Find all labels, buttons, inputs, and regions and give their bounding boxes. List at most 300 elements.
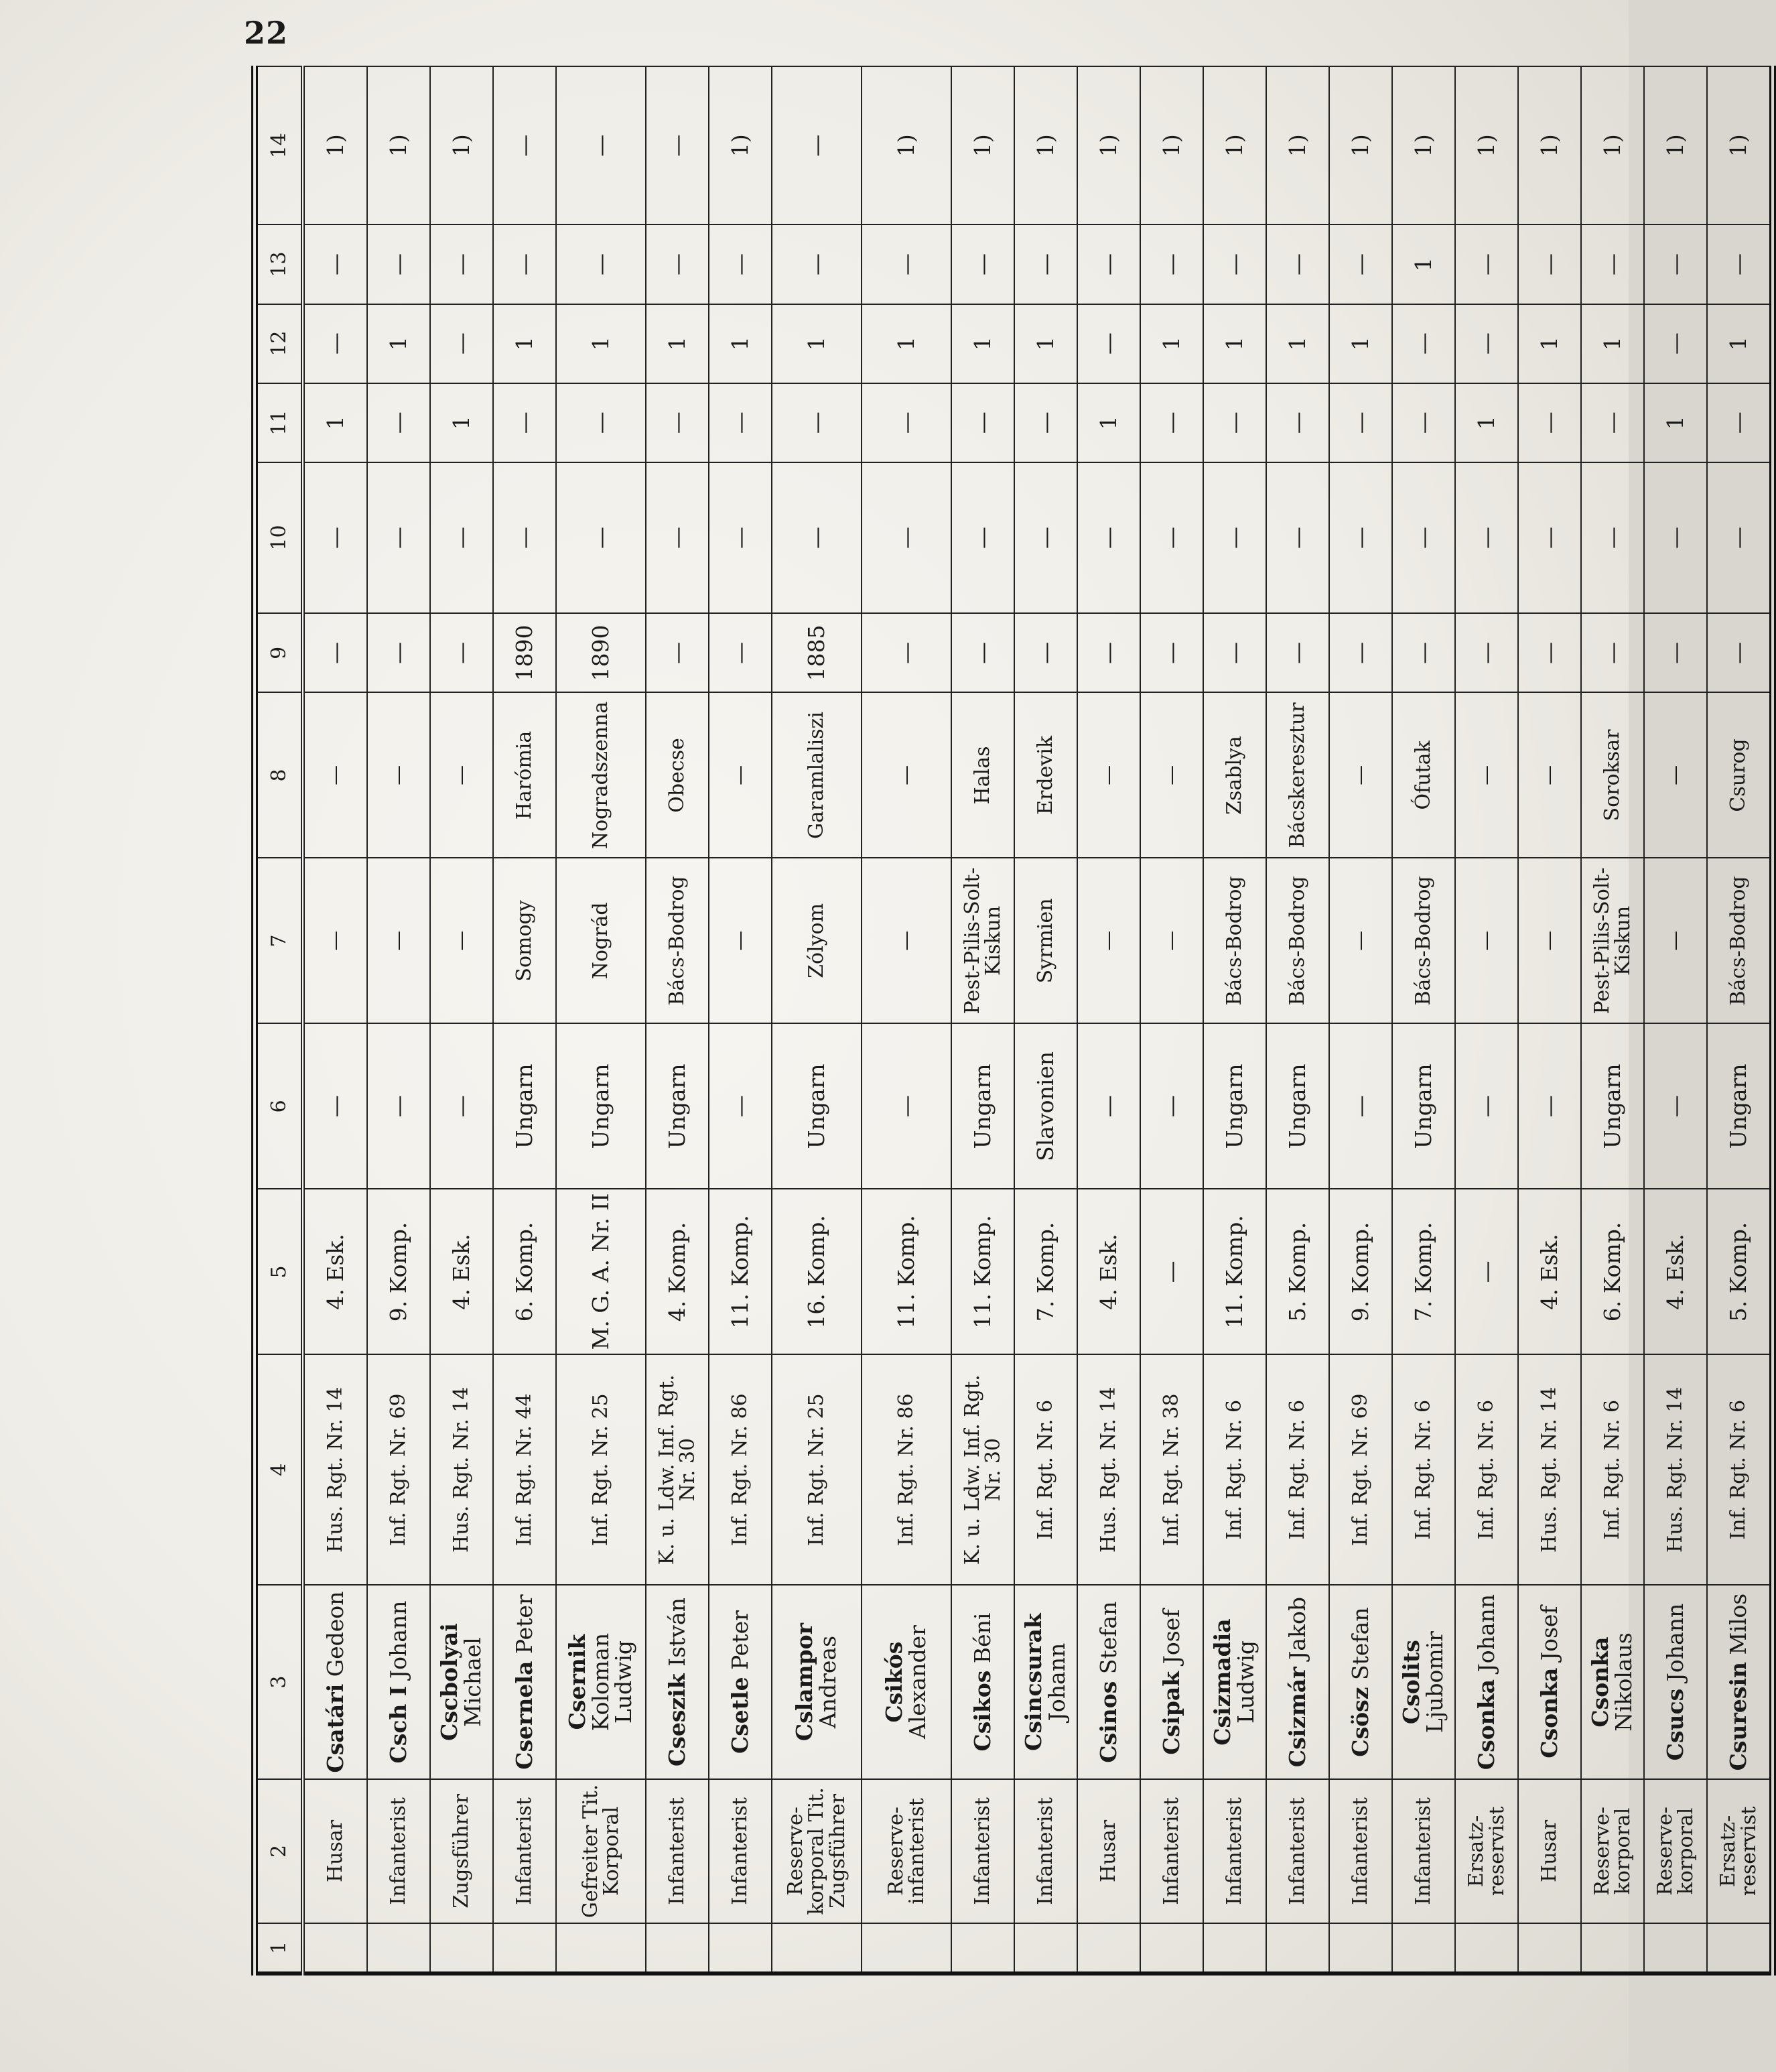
surname: Csch I (385, 1685, 411, 1764)
place-cell: — (1518, 692, 1581, 858)
county-cell: Syrmien (1014, 858, 1077, 1023)
given-name: Nikolaus (1611, 1632, 1637, 1732)
county-cell: Zólyom (772, 858, 862, 1023)
unit-cell: Hus. Rgt. Nr. 14 (1644, 1354, 1707, 1585)
table-row (1392, 66, 1455, 1973)
county-cell: — (1644, 858, 1707, 1023)
place-cell: — (303, 692, 367, 858)
rank-cell: Husar (1518, 1779, 1581, 1923)
place-cell: — (709, 692, 772, 858)
col-12-cell: 1 (493, 304, 556, 383)
col-11-cell: — (862, 383, 951, 462)
subunit-cell: 6. Komp. (493, 1189, 556, 1354)
county-cell: Bács-Bodrog (1392, 858, 1455, 1023)
table-body (303, 66, 1773, 1973)
col-12-cell: 1 (1140, 304, 1203, 383)
column-header-8: 8 (255, 692, 303, 858)
table-row (367, 66, 430, 1973)
cell-col-1 (1014, 1923, 1077, 1973)
land-cell: — (430, 1023, 493, 1189)
land-cell: — (1518, 1023, 1581, 1189)
col-13-cell: — (646, 224, 709, 304)
land-cell: — (1140, 1023, 1203, 1189)
col-13-cell: — (951, 224, 1014, 304)
year-cell: — (430, 613, 493, 692)
given-name: Josef (1158, 1609, 1184, 1665)
rank-cell: Infanterist (1014, 1779, 1077, 1923)
cell-col-1 (951, 1923, 1014, 1973)
col-13-cell: — (1014, 224, 1077, 304)
surname: Csonka (1473, 1679, 1499, 1770)
col-13-cell: — (1266, 224, 1329, 304)
subunit-cell: 11. Komp. (1203, 1189, 1266, 1354)
casualty-table (251, 66, 1776, 1976)
col-10-cell: — (862, 462, 951, 614)
name-cell (367, 1585, 430, 1779)
col-14-cell: — (493, 66, 556, 224)
col-13-cell: — (556, 224, 646, 304)
col-14-cell: 1) (1329, 66, 1392, 224)
col-11-cell: — (709, 383, 772, 462)
given-name: Koloman Ludwig (587, 1632, 637, 1732)
table-row (1518, 66, 1581, 1973)
cell-col-1 (1707, 1923, 1773, 1973)
year-cell: — (367, 613, 430, 692)
surname: Csernela (510, 1661, 537, 1770)
col-14-cell: 1) (1707, 66, 1773, 224)
land-cell: Ungarn (646, 1023, 709, 1189)
col-14-cell: 1) (1581, 66, 1644, 224)
surname: Csetle (726, 1677, 753, 1754)
land-cell: Ungarn (1707, 1023, 1773, 1189)
given-name: Ljubomir (1422, 1631, 1448, 1734)
rank-cell: Infanterist (646, 1779, 709, 1923)
cell-col-1 (1077, 1923, 1140, 1973)
cell-col-1 (430, 1923, 493, 1973)
unit-cell: Hus. Rgt. Nr. 14 (303, 1354, 367, 1585)
rank-cell: Husar (1077, 1779, 1140, 1923)
col-13-cell: — (772, 224, 862, 304)
place-cell: Harómia (493, 692, 556, 858)
col-10-cell: — (1581, 462, 1644, 614)
land-cell: — (1644, 1023, 1707, 1189)
col-13-cell: — (1581, 224, 1644, 304)
given-name: Michael (460, 1637, 486, 1727)
col-14-cell: — (556, 66, 646, 224)
land-cell: — (303, 1023, 367, 1189)
given-name: Peter (510, 1594, 537, 1655)
col-10-cell: — (646, 462, 709, 614)
cell-col-1 (1581, 1923, 1644, 1973)
column-header-12: 12 (255, 304, 303, 383)
col-12-cell: — (1392, 304, 1455, 383)
col-10-cell: — (1140, 462, 1203, 614)
name-cell (862, 1585, 951, 1779)
col-10-cell: — (493, 462, 556, 614)
place-cell: — (1644, 692, 1707, 858)
col-13-cell: — (430, 224, 493, 304)
unit-cell: Inf. Rgt. Nr. 38 (1140, 1354, 1203, 1585)
col-11-cell: — (493, 383, 556, 462)
col-11-cell: — (646, 383, 709, 462)
col-14-cell: 1) (367, 66, 430, 224)
col-11-cell: — (556, 383, 646, 462)
table-row (1455, 66, 1518, 1973)
surname: Csonka (1587, 1636, 1614, 1728)
surname: Cslampor (791, 1622, 818, 1742)
subunit-cell: 4. Esk. (303, 1189, 367, 1354)
subunit-cell: 11. Komp. (709, 1189, 772, 1354)
unit-cell: K. u. Ldw. Inf. Rgt. Nr. 30 (646, 1354, 709, 1585)
surname: Cseszik (663, 1673, 690, 1766)
col-14-cell: 1) (1644, 66, 1707, 224)
col-11-cell: — (367, 383, 430, 462)
col-13-cell: — (1707, 224, 1773, 304)
subunit-cell: 11. Komp. (951, 1189, 1014, 1354)
name-cell (1518, 1585, 1581, 1779)
rotated-table-wrapper (251, 66, 1761, 1976)
col-14-cell: 1) (1203, 66, 1266, 224)
col-10-cell: — (367, 462, 430, 614)
surname: Csatári (322, 1683, 348, 1773)
year-cell: — (951, 613, 1014, 692)
col-13-cell: — (493, 224, 556, 304)
col-10-cell: — (1707, 462, 1773, 614)
given-name: Josef (1535, 1606, 1562, 1661)
col-13-cell: 1 (1392, 224, 1455, 304)
given-name: Jakob (1284, 1596, 1310, 1660)
col-12-cell: 1 (1329, 304, 1392, 383)
county-cell: — (1329, 858, 1392, 1023)
table-row (951, 66, 1014, 1973)
table-row (862, 66, 951, 1973)
rank-cell: Infanterist (709, 1779, 772, 1923)
county-cell: Bács-Bodrog (1203, 858, 1266, 1023)
given-name: Andreas (815, 1636, 841, 1729)
col-10-cell: — (951, 462, 1014, 614)
place-cell: Obecse (646, 692, 709, 858)
land-cell: Ungarn (772, 1023, 862, 1189)
unit-cell: Inf. Rgt. Nr. 6 (1014, 1354, 1077, 1585)
name-cell (1455, 1585, 1518, 1779)
year-cell: — (1392, 613, 1455, 692)
col-14-cell: 1) (1518, 66, 1581, 224)
name-cell (1581, 1585, 1644, 1779)
surname: Csizmadia (1209, 1618, 1236, 1746)
col-14-cell: 1) (951, 66, 1014, 224)
surname: Csucs (1661, 1688, 1688, 1761)
place-cell: Csurog (1707, 692, 1773, 858)
name-cell (1203, 1585, 1266, 1779)
land-cell: Ungarn (556, 1023, 646, 1189)
unit-cell: Inf. Rgt. Nr. 25 (772, 1354, 862, 1585)
unit-cell: Inf. Rgt. Nr. 86 (862, 1354, 951, 1585)
surname: Csernik (564, 1634, 591, 1730)
place-cell: — (367, 692, 430, 858)
unit-cell: Inf. Rgt. Nr. 6 (1392, 1354, 1455, 1585)
cell-col-1 (367, 1923, 430, 1973)
subunit-cell: M. G. A. Nr. II (556, 1189, 646, 1354)
surname: Csikós (881, 1641, 908, 1723)
table-row (1014, 66, 1077, 1973)
subunit-cell: 4. Esk. (430, 1189, 493, 1354)
year-cell: — (646, 613, 709, 692)
given-name: Gedeon (322, 1591, 348, 1677)
year-cell: — (303, 613, 367, 692)
given-name: Ludwig (1233, 1640, 1259, 1724)
col-11-cell: — (1266, 383, 1329, 462)
column-header-5: 5 (255, 1189, 303, 1354)
year-cell: 1890 (493, 613, 556, 692)
col-12-cell: — (1077, 304, 1140, 383)
year-cell: — (1581, 613, 1644, 692)
col-11-cell: — (1140, 383, 1203, 462)
year-cell: — (1455, 613, 1518, 692)
col-13-cell: — (1455, 224, 1518, 304)
year-cell: — (1203, 613, 1266, 692)
county-cell: — (1455, 858, 1518, 1023)
surname: Csincsurak (1020, 1613, 1047, 1751)
table-row (303, 66, 367, 1973)
county-cell: — (367, 858, 430, 1023)
table-row (1329, 66, 1392, 1973)
subunit-cell: 9. Komp. (1329, 1189, 1392, 1354)
column-header-10: 10 (255, 462, 303, 614)
name-cell (951, 1585, 1014, 1779)
name-cell (772, 1585, 862, 1779)
county-cell: Somogy (493, 858, 556, 1023)
place-cell: Halas (951, 692, 1014, 858)
rank-cell: Infanterist (493, 1779, 556, 1923)
rank-cell: Infanterist (367, 1779, 430, 1923)
unit-cell: Inf. Rgt. Nr. 6 (1455, 1354, 1518, 1585)
col-14-cell: 1) (709, 66, 772, 224)
column-header-4: 4 (255, 1354, 303, 1585)
cell-col-1 (862, 1923, 951, 1973)
surname: Cscbolyai (436, 1623, 463, 1741)
col-14-cell: 1) (303, 66, 367, 224)
given-name: Stefan (1347, 1607, 1373, 1680)
cell-col-1 (493, 1923, 556, 1973)
unit-cell: Inf. Rgt. Nr. 6 (1266, 1354, 1329, 1585)
given-name: Johann (1661, 1603, 1688, 1682)
col-13-cell: — (709, 224, 772, 304)
subunit-cell: 5. Komp. (1266, 1189, 1329, 1354)
year-cell: — (709, 613, 772, 692)
place-cell: — (1077, 692, 1140, 858)
surname: Csizmár (1284, 1667, 1310, 1768)
table-row (1140, 66, 1203, 1973)
year-cell: 1890 (556, 613, 646, 692)
land-cell: — (1455, 1023, 1518, 1189)
col-10-cell: — (1014, 462, 1077, 614)
table-row (1707, 66, 1773, 1973)
place-cell: Bácskeresztur (1266, 692, 1329, 858)
name-cell (1707, 1585, 1773, 1779)
name-cell (1077, 1585, 1140, 1779)
col-11-cell: 1 (1455, 383, 1518, 462)
col-12-cell: 1 (1266, 304, 1329, 383)
name-cell (1266, 1585, 1329, 1779)
rank-cell: Gefreiter Tit. Korporal (556, 1779, 646, 1923)
rank-cell: Husar (303, 1779, 367, 1923)
col-13-cell: — (367, 224, 430, 304)
table-row (1581, 66, 1644, 1973)
place-cell: Nogradszenna (556, 692, 646, 858)
column-header-11: 11 (255, 383, 303, 462)
col-12-cell: 1 (556, 304, 646, 383)
county-cell: — (303, 858, 367, 1023)
col-11-cell: — (1203, 383, 1266, 462)
col-14-cell: 1) (1266, 66, 1329, 224)
year-cell: — (862, 613, 951, 692)
col-13-cell: — (1077, 224, 1140, 304)
col-10-cell: — (1455, 462, 1518, 614)
col-13-cell: — (1518, 224, 1581, 304)
rank-cell: Infanterist (1203, 1779, 1266, 1923)
subunit-cell: 9. Komp. (367, 1189, 430, 1354)
cell-col-1 (1203, 1923, 1266, 1973)
col-11-cell: — (951, 383, 1014, 462)
name-cell (1392, 1585, 1455, 1779)
col-12-cell: 1 (772, 304, 862, 383)
unit-cell: Inf. Rgt. Nr. 44 (493, 1354, 556, 1585)
subunit-cell: 16. Komp. (772, 1189, 862, 1354)
unit-cell: Hus. Rgt. Nr. 14 (1077, 1354, 1140, 1585)
county-cell: — (430, 858, 493, 1023)
county-cell: Nográd (556, 858, 646, 1023)
col-10-cell: — (1518, 462, 1581, 614)
subunit-cell: — (1455, 1189, 1518, 1354)
county-cell: Bács-Bodrog (646, 858, 709, 1023)
unit-cell: Inf. Rgt. Nr. 6 (1581, 1354, 1644, 1585)
col-10-cell: — (1077, 462, 1140, 614)
col-12-cell: — (430, 304, 493, 383)
col-10-cell: — (303, 462, 367, 614)
rank-cell: Ersatz-reservist (1707, 1779, 1773, 1923)
name-cell (1644, 1585, 1707, 1779)
col-12-cell: 1 (1014, 304, 1077, 383)
land-cell: — (709, 1023, 772, 1189)
year-cell: — (1140, 613, 1203, 692)
given-name: Milos (1724, 1593, 1751, 1655)
col-11-cell: — (1581, 383, 1644, 462)
subunit-cell: 4. Esk. (1644, 1189, 1707, 1354)
name-cell (556, 1585, 646, 1779)
surname: Csolits (1398, 1640, 1425, 1724)
surname: Csonka (1535, 1667, 1562, 1758)
year-cell: — (1707, 613, 1773, 692)
col-14-cell: 1) (430, 66, 493, 224)
col-11-cell: 1 (303, 383, 367, 462)
col-13-cell: — (303, 224, 367, 304)
cell-col-1 (1518, 1923, 1581, 1973)
land-cell: — (1329, 1023, 1392, 1189)
county-cell: Bács-Bodrog (1707, 858, 1773, 1023)
given-name: Peter (726, 1610, 753, 1670)
rank-cell: Infanterist (1329, 1779, 1392, 1923)
county-cell: — (1518, 858, 1581, 1023)
cell-col-1 (1644, 1923, 1707, 1973)
given-name: Béni (969, 1612, 996, 1664)
col-14-cell: 1) (1077, 66, 1140, 224)
subunit-cell: 4. Komp. (646, 1189, 709, 1354)
col-10-cell: — (556, 462, 646, 614)
rank-cell: Zugsführer (430, 1779, 493, 1923)
col-12-cell: 1 (646, 304, 709, 383)
name-cell (1140, 1585, 1203, 1779)
surname: Csipak (1158, 1671, 1184, 1755)
col-13-cell: — (1329, 224, 1392, 304)
unit-cell: Hus. Rgt. Nr. 14 (1518, 1354, 1581, 1585)
unit-cell: Inf. Rgt. Nr. 6 (1707, 1354, 1773, 1585)
land-cell: Ungarn (1581, 1023, 1644, 1189)
place-cell: Ófutak (1392, 692, 1455, 858)
cell-col-1 (1392, 1923, 1455, 1973)
col-10-cell: — (1644, 462, 1707, 614)
col-10-cell: — (1392, 462, 1455, 614)
name-cell (303, 1585, 367, 1779)
col-10-cell: — (1266, 462, 1329, 614)
cell-col-1 (303, 1923, 367, 1973)
col-12-cell: 1 (1203, 304, 1266, 383)
given-name: István (663, 1598, 690, 1667)
table-row (1644, 66, 1707, 1973)
rank-cell: Reserve-infanterist (862, 1779, 951, 1923)
col-13-cell: — (1644, 224, 1707, 304)
place-cell: Soroksar (1581, 692, 1644, 858)
given-name: Johann (385, 1600, 411, 1679)
county-cell: — (1140, 858, 1203, 1023)
col-14-cell: 1) (1140, 66, 1203, 224)
year-cell: — (1329, 613, 1392, 692)
col-12-cell: — (1644, 304, 1707, 383)
cell-col-1 (1455, 1923, 1518, 1973)
col-12-cell: 1 (951, 304, 1014, 383)
col-11-cell: — (1014, 383, 1077, 462)
place-cell: Garamlaliszi (772, 692, 862, 858)
table-row (646, 66, 709, 1973)
cell-col-1 (772, 1923, 862, 1973)
col-14-cell: 1) (862, 66, 951, 224)
table-row (556, 66, 646, 1973)
place-cell: — (1329, 692, 1392, 858)
table-row (493, 66, 556, 1973)
col-12-cell: 1 (1707, 304, 1773, 383)
table-row (1077, 66, 1140, 1973)
unit-cell: K. u. Ldw. Inf. Rgt. Nr. 30 (951, 1354, 1014, 1585)
col-14-cell: — (646, 66, 709, 224)
table-row (1203, 66, 1266, 1973)
subunit-cell: 6. Komp. (1581, 1189, 1644, 1354)
name-cell (1329, 1585, 1392, 1779)
column-header-9: 9 (255, 613, 303, 692)
col-11-cell: — (772, 383, 862, 462)
table-row (709, 66, 772, 1973)
county-cell: Bács-Bodrog (1266, 858, 1329, 1023)
column-header-6: 6 (255, 1023, 303, 1189)
col-11-cell: — (1329, 383, 1392, 462)
table-row (772, 66, 862, 1973)
col-10-cell: — (430, 462, 493, 614)
subunit-cell: 7. Komp. (1014, 1189, 1077, 1354)
unit-cell: Inf. Rgt. Nr. 25 (556, 1354, 646, 1585)
cell-col-1 (646, 1923, 709, 1973)
surname: Csinos (1095, 1681, 1121, 1763)
col-10-cell: — (772, 462, 862, 614)
col-12-cell: 1 (367, 304, 430, 383)
land-cell: — (862, 1023, 951, 1189)
